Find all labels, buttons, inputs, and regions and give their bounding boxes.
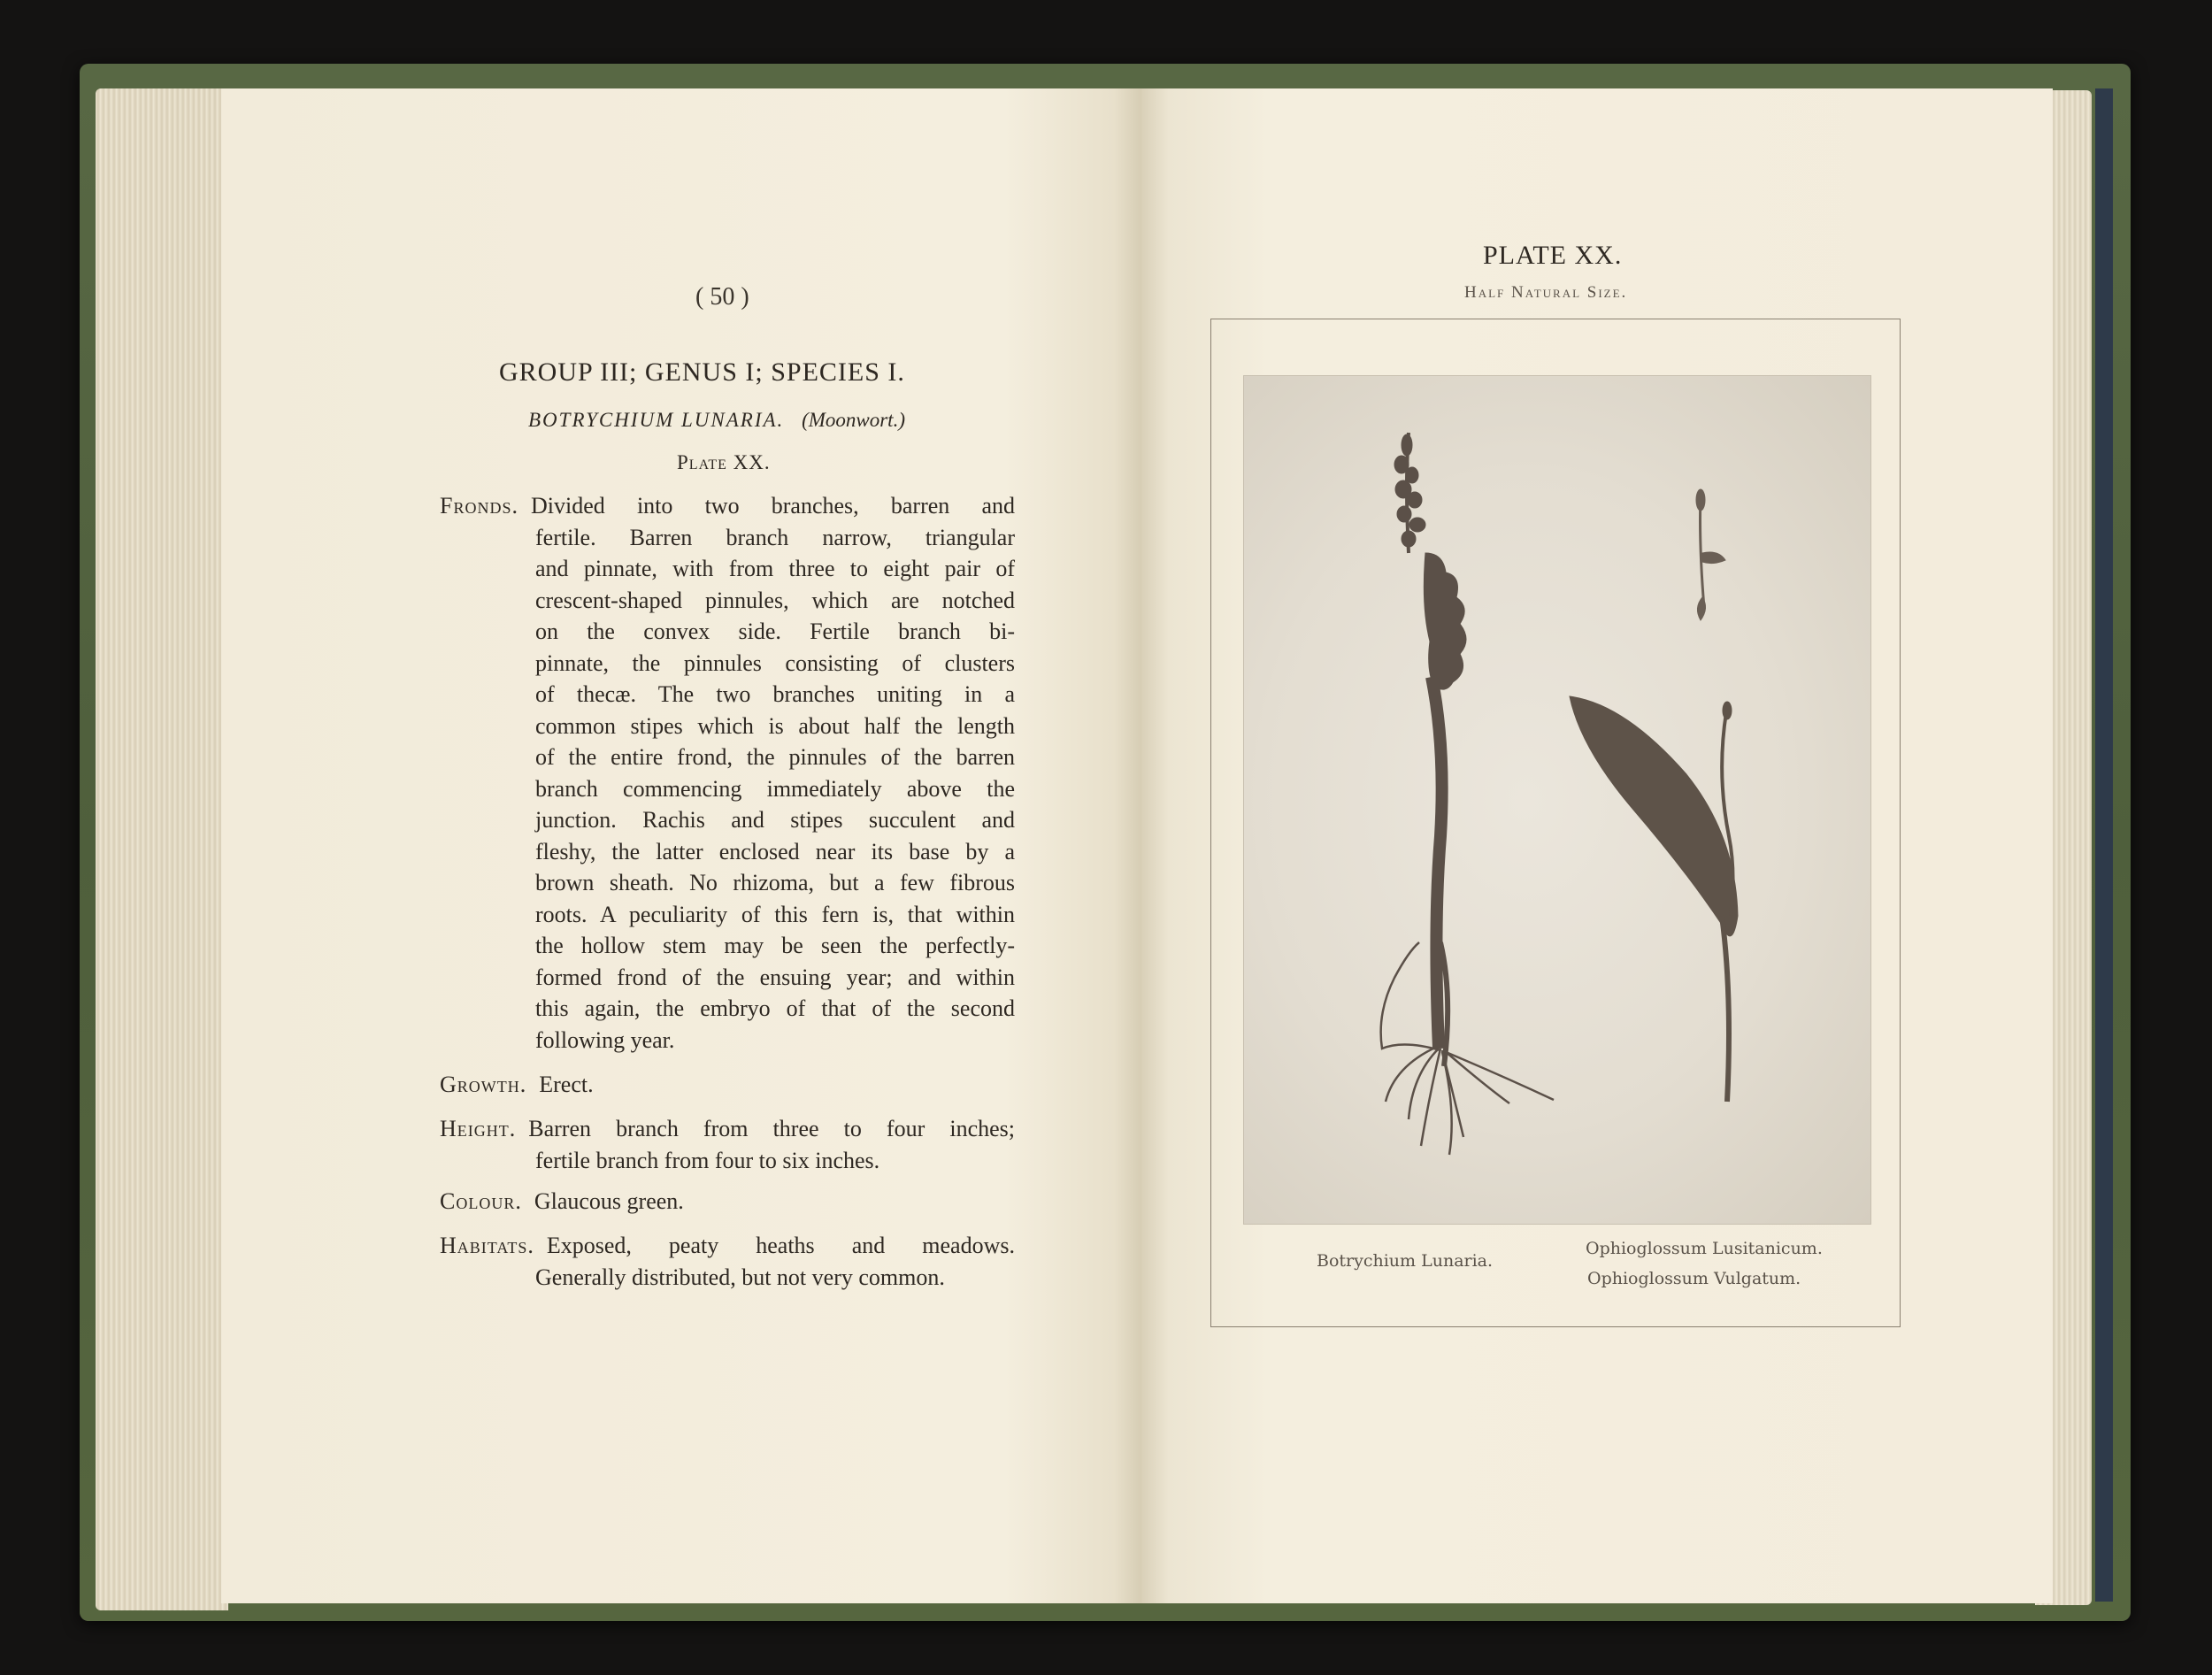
book-spine-edge [2095,88,2113,1602]
common-name: (Moonwort.) [802,409,905,431]
text-line: crescent-shaped pinnules, which are notched [535,587,1015,613]
entry-term: Fronds. [440,493,518,519]
text-line: fertile branch from four to six inches. [535,1147,880,1173]
entry-height [440,1113,1015,1176]
text-line: following year. [535,1026,675,1053]
text-line: of the entire frond, the pinnules of the barren [535,744,1015,770]
text-line: Generally distributed, but not very common. [535,1264,945,1290]
page-stack-left [96,88,228,1610]
entry-fronds [440,490,1015,1056]
text-line: roots. A peculiarity of this fern is, that within [535,901,1015,927]
caption-ophioglossum-vulgatum: Ophioglossum Vulgatum. [1587,1269,1801,1288]
text-line: Growth. Erect. [440,1072,594,1097]
text-line: and pinnate, with from three to eight pair of [535,556,1015,581]
entry-term: Habitats. [440,1233,534,1258]
text-line: Height. Barren branch from three to four inches; [440,1116,1015,1141]
text-line: fleshy, the latter enclosed near its base by a [535,838,1015,864]
page-number: ( 50 ) [695,283,749,311]
caption-botrychium: Botrychium Lunaria. [1317,1251,1494,1271]
text-line: Habitats. Exposed, peaty heaths and meadows. [440,1233,1015,1258]
text-line: pinnate, the pinnules consisting of clusters [535,649,1015,676]
text-line: the hollow stem may be seen the perfectly- [535,933,1015,958]
entry-habitats [440,1230,1015,1293]
caption-ophioglossum-lusitanicum: Ophioglossum Lusitanicum. [1586,1239,1823,1258]
latin-name: BOTRYCHIUM LUNARIA. [528,409,785,431]
text-line: branch commencing immediately above the [535,775,1015,802]
plate-reference: Plate XX. [677,451,771,473]
text-line: on the convex side. Fertile branch bi- [535,619,1015,644]
text-line: fertile. Barren branch narrow, triangular [535,524,1015,550]
fern-specimens-illustration [1244,376,1870,1224]
entry-term: Growth. [440,1072,527,1097]
text-line: formed frond of the ensuing year; and within [535,964,1015,990]
ophioglossum-lusitanicum-specimen [1696,489,1725,620]
text-line: Colour. Glaucous green. [440,1188,684,1214]
text-line: junction. Rachis and stipes succulent and [535,807,1015,833]
text-line: this again, the embryo of that of the second [535,995,1015,1021]
plate-title: PLATE XX. [1483,241,1623,270]
ophioglossum-vulgatum-specimen [1570,696,1738,1102]
text-line: brown sheath. No rhizoma, but a few fibrous [535,870,1015,895]
specimen-photograph [1243,375,1871,1225]
page-heading: GROUP III; GENUS I; SPECIES I. [499,357,905,387]
species-name [528,409,905,432]
entry-growth [440,1069,1015,1101]
text-line: common stipes which is about half the length [535,712,1015,739]
entry-term: Colour. [440,1188,522,1214]
text-line: of thecæ. The two branches uniting in a [535,681,1015,707]
text-line: Fronds. Divided into two branches, barren and [440,493,1015,519]
entry-term: Height. [440,1116,517,1141]
plate-scale-note: Half Natural Size. [1464,283,1628,302]
entry-colour [440,1186,1015,1218]
botrychium-specimen [1381,433,1554,1155]
